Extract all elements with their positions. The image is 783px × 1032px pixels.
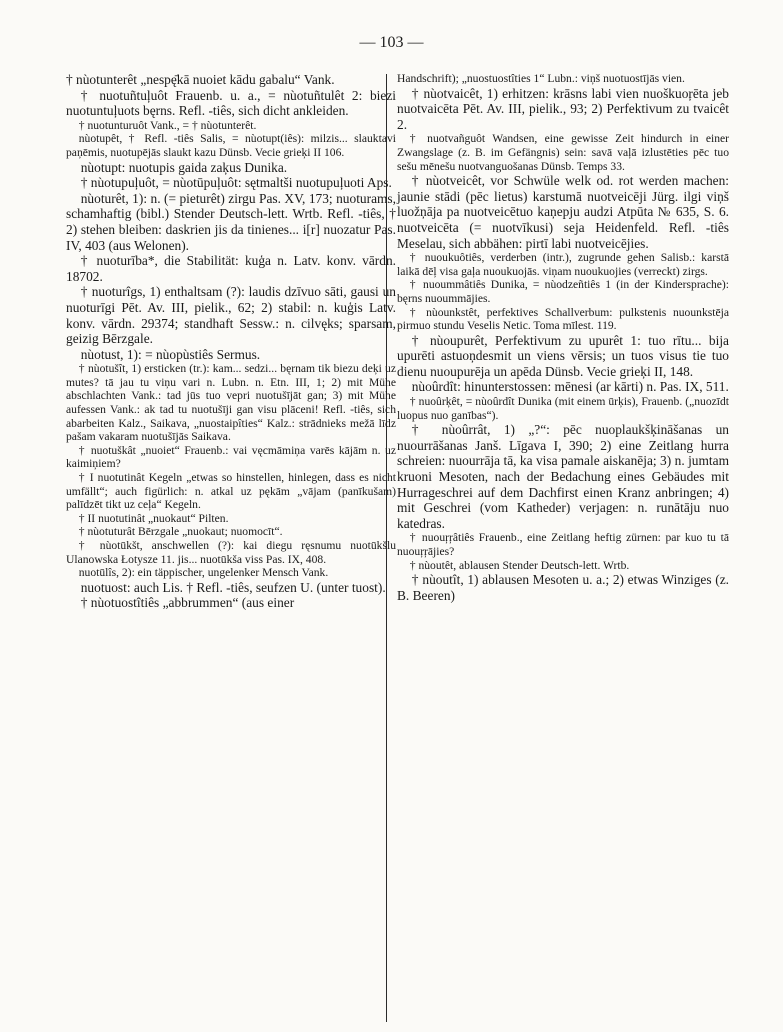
dictionary-entry: † I nuotutinât Kegeln „etwas so hinstellen, hinlegen, dass es nicht umfällt“; auch figürlich: n. atkal uz pękām „vājam (panīkušam) palīdzēt tikt uz ceļa“ Kegeln. [66, 471, 396, 512]
dictionary-entry: † nùotunterêt „nespę̄kā nuoiet kādu gabalu“ Vank. [66, 72, 335, 87]
dictionary-entry: † nuouŗŗâtiês Frauenb., eine Zeitlang heftig zürnen: par kuo tu tā nuouŗŗājies? [397, 531, 729, 558]
dictionary-entry: nùotupt: nuotupis gaida zaķus Dunika. [80, 159, 288, 175]
dictionary-entry: † nuoturîgs, 1) enthaltsam (?): laudis dzīvuo sāti, gausi un nuoturīgi Pēt. Av. III, pielik., 62; 2) stabil: n. kuģis Latv. konv. vārdn. 29374; standhaft Sessw.: n. cilvęks; sparsam, geizig Bērzgale. [66, 284, 396, 347]
dictionary-entry: † nùoutît, 1) ablausen Mesoten u. a.; 2) etwas Winziges (z. B. Beeren) [397, 572, 729, 603]
dictionary-entry: † nùoupurêt, Perfektivum zu upurêt 1: tuo rītu... bija upurēti astuoņdesmit un viens vērsis; un tuos visus tie tuo dienu nuoupurēja un apēda Dünsb. Vecie grieķi II, 148. [397, 332, 729, 379]
dictionary-entry: † nuotunturuôt Vank., = † nùotunterêt. [78, 118, 257, 132]
left-column [66, 72, 396, 611]
dictionary-entry: nùoûrdît: hinunterstossen: mēnesi (ar kārti) n. Pas. IX, 511. [411, 379, 729, 395]
dictionary-entry: † nuotuñtuļuôt Frauenb. u. a., = nùotuñtulêt 2: biezi nuotuntuļuots bęrns. Refl. -tiês, sich dicht ankleiden. [66, 87, 396, 119]
dictionary-entry: nùoturêt, 1): n. (= pieturêt) zirgu Pas. XV, 173; nuoturams, schamhaftig (bibl.) Stender Deutsch-lett. Wrtb. Refl. -tiês, † 2) stehen bleiben: daskrien jis da tinienes... i[r] nuozatur Pas. IV, 403 (aus Welonen). [66, 190, 396, 253]
dictionary-entry: nùotupêt, † Refl. -tiês Salis, = nùotupt(iês): milzis... slauktavi paņēmis, nuotupējās slaukt kazu Dünsb. Vecie grieķi II 106. [66, 132, 396, 159]
dictionary-entry: † nùotuturât Bērzgale „nuokaut; nuomocīt“. [78, 525, 283, 539]
dictionary-entry: † nuoukuôtiês, verderben (intr.), zugrunde gehen Salisb.: karstā laikā dēļ visa gaļa nuoukuojās. viņam nuoukuojies (verreckt) zirgs. [397, 251, 729, 278]
dictionary-entry: † nùotvaicêt, 1) erhitzen: krāsns labi vien nuoškuoŗēta jeb nuotvaicēta Pēt. Av. III, pielik., 93; 2) Perfektivum zu tvaicêt 2. [397, 85, 729, 132]
dictionary-entry: † nuoummâtiês Dunika, = nùodzeñtiês 1 (in der Kindersprache): bęrns nuoummājies. [397, 278, 729, 305]
dictionary-entry: † nùoûrrât, 1) „?“: pēc nuoplaukšķināšanas un nuourrāšanas Janš. Līgava I, 390; 2) eine Zeitlang hurra schreien: nuourrāja tā, ka visa pamale aiskanēja; 3) n. jumtam kruoni Mesoten, nach der Bedachung eines Gebäudes mit Hurrageschrei auf dem Dachfirst einen Kranz anbringen; 4) mit Geschrei (vom Katheder) verjagen: n. runātāju nuo katedras. [397, 422, 729, 531]
dictionary-entry: nùotust, 1): = nùopùstiês Sermus. [80, 346, 261, 362]
right-column [397, 72, 729, 603]
dictionary-entry: † nuoûrķêt, = nùoûrdît Dunika (mit einem ūrķis), Frauenb. („nuozīdt luopus nuo ganības“). [397, 395, 729, 422]
dictionary-entry: † nùotuostîtiês „abbrummen“ (aus einer [80, 595, 295, 611]
dictionary-entry: † nùotušît, 1) ersticken (tr.): kam... sedzi... bęrnam tik biezu deķi uz mutes? tā jau tu viņu vari n. Lubn. n. Etn. III, 1; 2) mit Mühe abschlachten Vank.: tad jūs tuo vepri nuotušījāt gan; 3) mit Mühe aufessen Vank.: ak tad tu nuotušīji gan visu plāceni! Refl. -tiês, sich abarbeiten Kalz., Saikava, „nuostaipîties“ Kalz.: strādnieks mežā līdz pašam vakaram nuotušījās Saikava. [66, 362, 396, 444]
dictionary-entry: † nùotveicêt, vor Schwüle welk od. rot werden machen: jaunie stādi (pēc lietus) karstumā nuotveicēji Jürg. ilgi viņš luožņāja pa nuotveicētuo kaņepju audzi Atpūta № 635, S. 6. nuotveicēta (= nuotvīkusi) seja Heidenfeld. Refl. -tiês Meselau, sich abbähen: pirtī labi nuotveicējies. [397, 173, 729, 251]
dictionary-entry: † nùotupuļuôt, = nùotūpuļuôt: sętmaltši nuotupuļuoti Aps. [80, 175, 392, 191]
dictionary-entry: † II nuotutinât „nuokaut“ Pilten. [78, 511, 229, 525]
dictionary-entry: Handschrift); „nuostuostîties 1“ Lubn.: viņš nuotuostījās vien. [397, 72, 685, 85]
page-number: — 103 — [359, 34, 424, 51]
dictionary-entry: † nuotvañguôt Wandsen, eine gewisse Zeit hindurch in einer Zwangslage (z. B. im Gefängnis) sein: savā vaļā izlustēties pēc tuo sešu mēnešu nuotvanguošanas Dünsb. Temps 33. [397, 132, 729, 173]
dictionary-entry: † nùounkstêt, perfektives Schallverbum: pulkstenis nuounkstēja pirmuo stundu Veselis Netic. Toma mīlest. 119. [397, 305, 729, 333]
dictionary-entry: nuotūlîs, 2): ein täppischer, ungelenker Mensch Vank. [78, 566, 329, 580]
dictionary-entry: † nùoutêt, ablausen Stender Deutsch-lett. Wrtb. [409, 558, 630, 572]
dictionary-entry: † nuotuškât „nuoiet“ Frauenb.: vai vęcmāmiņa varēs kājām n. uz kaimiņiem? [66, 443, 396, 471]
dictionary-entry: nuotuost: auch Lis. † Refl. -tiês, seufzen U. (unter tuost). [80, 579, 386, 595]
dictionary-entry: † nùotūkšt, anschwellen (?): kai diegu ręsnumu nuotūkšlu Ulanowska Łotysze 11. jis... nuotūkša viss Pas. IX, 408. [66, 539, 396, 566]
dictionary-entry: † nuoturība*, die Stabilität: kuģa n. Latv. konv. vārdn. 18702. [66, 253, 396, 284]
